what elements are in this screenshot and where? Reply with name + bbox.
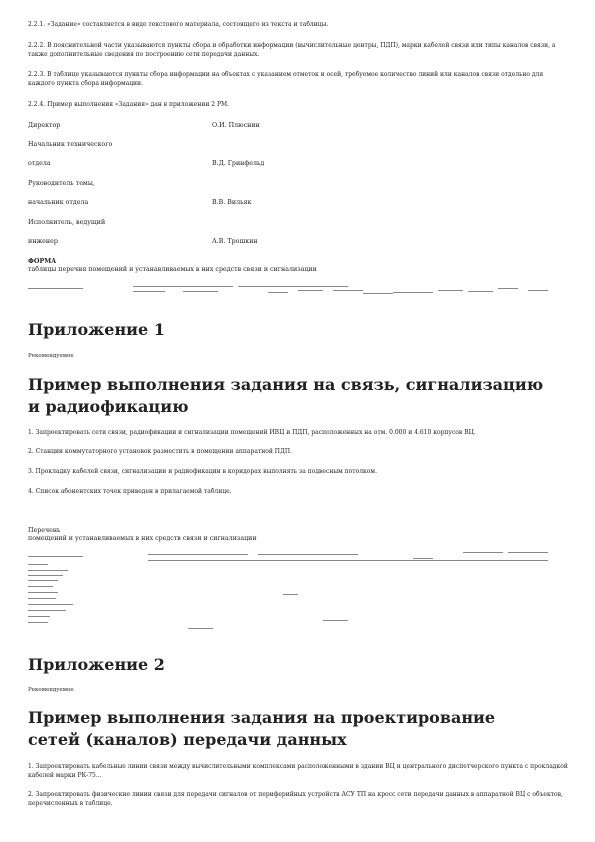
form-title: ФОРМА [28, 258, 57, 265]
list-table [28, 550, 548, 635]
signature-name: В.Д. Гринфельд [212, 160, 265, 167]
signature-role: Исполнитель, ведущий [28, 219, 106, 226]
signature-role: инженер [28, 238, 58, 245]
form-subtitle: таблицы перечня помещений и устанавливаемых в них средств связи и сигнализации [28, 266, 317, 273]
appendix2-heading: Приложение 2 [28, 655, 165, 674]
appendix1-heading: Приложение 1 [28, 320, 165, 339]
appendix2-note: Рекомендуемое [28, 687, 74, 693]
appendix1-list-title: Перечень [28, 527, 61, 534]
signature-name: А.В. Трошкин [212, 238, 258, 245]
appendix1-title: Пример выполнения задания на связь, сигнализацию и радиофикацию [28, 375, 544, 416]
paragraph-2-2-1: 2.2.1. «Задание» составляется в виде текстового материала, состоящего из текста и таблицы. [28, 21, 329, 28]
form-table [28, 284, 548, 304]
signature-role: отдела [28, 160, 51, 167]
paragraph-2-2-4: 2.2.4. Пример выполнения «Задания» дан в приложении 2 РМ. [28, 101, 230, 108]
paragraph-2-2-2: 2.2.2. В пояснительной части указываются пункты сбора и обработки информации (вычислительные центры, ПДП), марки кабелей связи или типы каналов связи, а также дополнительные сведения по построению сети передачи данных. [28, 42, 556, 58]
appendix1-item-2: 2. Станции коммутаторного установок разместить в помещении аппаратной ПДП. [28, 448, 292, 455]
appendix1-item-3: 3. Прокладку кабелей связи, сигнализации и радиофикации в коридорах выполнять за подвесным потолком. [28, 468, 377, 475]
paragraph-2-2-3: 2.2.3. В таблице указываются пункты сбора информации на объектах с указанием отметок и осей, требуемое количество линий или каналов связи отдельно для каждого пункта сбора информации. [28, 71, 544, 87]
appendix1-item-4: 4. Список абонентских точек приведен в прилагаемой таблице. [28, 488, 232, 495]
appendix1-item-1: 1. Запроектировать сети связи, радиофикации и сигнализации помещений ИВЦ и ПДП, расположенных на отм. 0.000 и 4.610 корпусов ВЦ. [28, 429, 476, 436]
signature-name: О.И. Плюснин [212, 122, 260, 129]
signature-role: начальник отдела [28, 199, 89, 206]
appendix1-list-subtitle: помещений и устанавливаемых в них средств связи и сигнализации [28, 535, 257, 542]
appendix1-note: Рекомендуемое [28, 353, 74, 359]
signature-role: Руководитель темы, [28, 180, 95, 187]
signature-role: Директор [28, 122, 61, 129]
signature-name: В.В. Вильяк [212, 199, 252, 206]
appendix2-item-1: 1. Запроектировать кабельные линии связи между вычислительными комплексами расположенными в здании ВЦ и центрального диспетчерского пункта с прокладкой кабелей марки РК-75... [28, 763, 568, 779]
signature-role: Начальник технического [28, 141, 113, 148]
appendix2-title: Пример выполнения задания на проектирование сетей (каналов) передачи данных [28, 708, 496, 749]
appendix2-item-2: 2. Запроектировать физические линии связи для передачи сигналов от периферийных устройств АСУ ТП на кросс сети передачи данных в аппаратной ВЦ с объектов, перечисленных в таблице. [28, 791, 563, 807]
